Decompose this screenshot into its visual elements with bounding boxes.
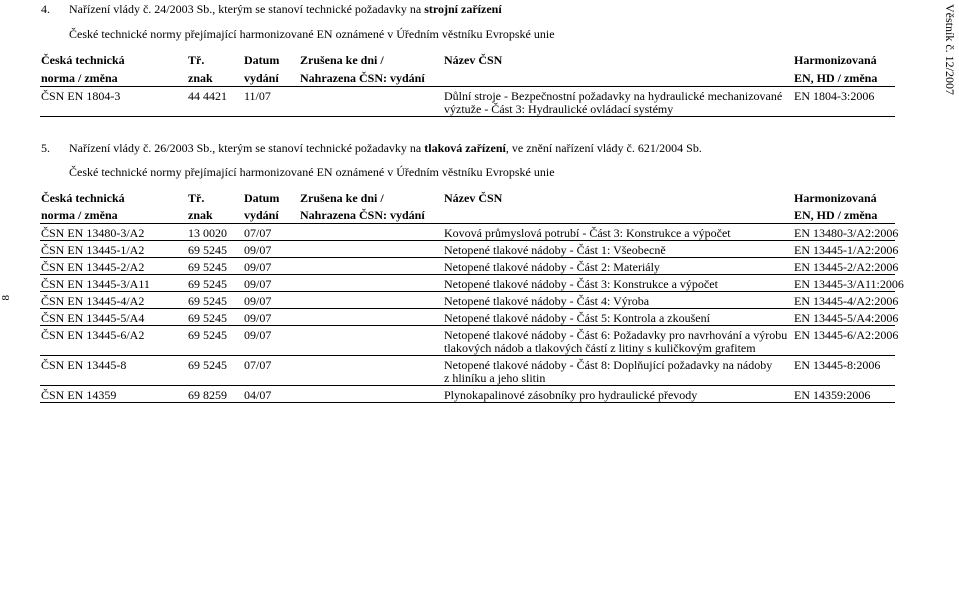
header-norma-2: norma / změna <box>41 71 118 85</box>
row-rule <box>40 325 895 326</box>
row-rule <box>40 355 895 356</box>
header-nazev: Název ČSN <box>444 53 503 67</box>
cell-norma: ČSN EN 1804-3 <box>41 89 121 103</box>
cell-datum: 09/07 <box>244 294 272 308</box>
row-rule <box>40 291 895 292</box>
section-4-title <box>69 2 502 17</box>
cell-znak: 69 5245 <box>188 358 227 372</box>
cell-norma: ČSN EN 13445-1/A2 <box>41 243 145 257</box>
cell-nazev: Netopené tlakové nádoby - Část 4: Výroba <box>444 294 650 308</box>
cell-norma: ČSN EN 13445-6/A2 <box>41 328 145 342</box>
cell-en: EN 13445-5/A4:2006 <box>794 311 899 325</box>
header-norma: Česká technická <box>41 191 125 205</box>
section-5-subtitle: České technické normy přejímající harmonizované EN oznámené v Úředním věstníku Evropské unie <box>69 165 555 179</box>
section-5-header-rule <box>40 223 895 224</box>
row-rule <box>40 274 895 275</box>
cell-nazev: Netopené tlakové nádoby - Část 3: Konstrukce a výpočet <box>444 277 718 291</box>
cell-znak: 69 5245 <box>188 243 227 257</box>
header-zrusena: Zrušena ke dni / <box>300 191 384 205</box>
cell-datum: 09/07 <box>244 328 272 342</box>
cell-znak: 69 5245 <box>188 311 227 325</box>
row-rule <box>40 240 895 241</box>
cell-datum: 09/07 <box>244 243 272 257</box>
journal-issue-label: Věstník č. 12/2007 <box>943 4 957 95</box>
header-zrusena: Zrušena ke dni / <box>300 53 384 67</box>
row-rule <box>40 257 895 258</box>
cell-nazev: Netopené tlakové nádoby - Část 5: Kontrola a zkoušení <box>444 311 710 325</box>
cell-znak: 13 0020 <box>188 226 227 240</box>
header-trida: Tř. <box>188 191 205 205</box>
header-nahrazena: Nahrazena ČSN: vydání <box>300 71 425 85</box>
cell-znak: 69 5245 <box>188 328 227 342</box>
section-5-title-text: Nařízení vlády č. 26/2003 Sb., kterým se stanoví technické požadavky na <box>69 141 425 155</box>
cell-norma: ČSN EN 13445-3/A11 <box>41 277 150 291</box>
cell-en: EN 13445-1/A2:2006 <box>794 243 899 257</box>
header-trida: Tř. <box>188 53 205 67</box>
cell-norma: ČSN EN 13445-8 <box>41 358 127 372</box>
section-5-title <box>69 141 702 156</box>
header-znak: znak <box>188 208 213 222</box>
cell-norma: ČSN EN 14359 <box>41 388 117 402</box>
header-nahrazena: Nahrazena ČSN: vydání <box>300 208 425 222</box>
cell-znak: 69 5245 <box>188 260 227 274</box>
cell-datum: 07/07 <box>244 226 272 240</box>
cell-nazev: Důlní stroje - Bezpečnostní požadavky na hydraulické mechanizované <box>444 89 783 103</box>
cell-nazev: Netopené tlakové nádoby - Část 8: Doplňující požadavky na nádoby <box>444 358 773 372</box>
cell-datum: 09/07 <box>244 260 272 274</box>
header-datum: Datum <box>244 53 280 67</box>
header-vydani: vydání <box>244 208 279 222</box>
cell-norma: ČSN EN 13480-3/A2 <box>41 226 145 240</box>
cell-en: EN 13445-8:2006 <box>794 358 881 372</box>
header-vydani: vydání <box>244 71 279 85</box>
cell-norma: ČSN EN 13445-4/A2 <box>41 294 145 308</box>
cell-nazev-cont: tlakových nádob a tlakových částí z litiny s kuličkovým grafitem <box>444 341 756 355</box>
cell-nazev-cont: výztuže - Část 3: Hydraulické ovládací systémy <box>444 102 674 116</box>
header-datum: Datum <box>244 191 280 205</box>
section-4-header-rule <box>40 86 895 87</box>
cell-en: EN 13445-4/A2:2006 <box>794 294 899 308</box>
cell-datum: 11/07 <box>244 89 271 103</box>
section-5-title-post: , ve znění nařízení vlády č. 621/2004 Sb. <box>505 141 702 155</box>
header-nazev: Název ČSN <box>444 191 503 205</box>
cell-nazev: Kovová průmyslová potrubí - Část 3: Konstrukce a výpočet <box>444 226 731 240</box>
cell-znak: 69 5245 <box>188 294 227 308</box>
section-4-subtitle: České technické normy přejímající harmonizované EN oznámené v Úředním věstníku Evropské unie <box>69 27 555 41</box>
cell-nazev: Netopené tlakové nádoby - Část 2: Materiály <box>444 260 660 274</box>
cell-nazev-cont: z hliníku a jeho slitin <box>444 371 546 385</box>
cell-znak: 44 4421 <box>188 89 227 103</box>
cell-en: EN 13480-3/A2:2006 <box>794 226 899 240</box>
cell-nazev: Netopené tlakové nádoby - Část 1: Všeobecně <box>444 243 666 257</box>
section-5-title-bold: tlaková zařízení <box>424 141 506 155</box>
section-4-number: 4. <box>41 2 50 16</box>
cell-en: EN 1804-3:2006 <box>794 89 875 103</box>
page-number: 8 <box>0 295 12 301</box>
header-harmonizovana: Harmonizovaná <box>794 191 877 205</box>
cell-datum: 04/07 <box>244 388 272 402</box>
row-rule <box>40 308 895 309</box>
cell-datum: 07/07 <box>244 358 272 372</box>
cell-nazev: Netopené tlakové nádoby - Část 6: Požadavky pro navrhování a výrobu <box>444 328 788 342</box>
cell-znak: 69 8259 <box>188 388 227 402</box>
header-znak: znak <box>188 71 213 85</box>
row-rule <box>40 385 895 386</box>
cell-en: EN 13445-6/A2:2006 <box>794 328 899 342</box>
cell-datum: 09/07 <box>244 311 272 325</box>
cell-en: EN 13445-2/A2:2006 <box>794 260 899 274</box>
header-norma: Česká technická <box>41 53 125 67</box>
cell-znak: 69 5245 <box>188 277 227 291</box>
cell-norma: ČSN EN 13445-2/A2 <box>41 260 145 274</box>
header-harmonizovana: Harmonizovaná <box>794 53 877 67</box>
cell-en: EN 14359:2006 <box>794 388 871 402</box>
cell-datum: 09/07 <box>244 277 272 291</box>
section-4-title-text: Nařízení vlády č. 24/2003 Sb., kterým se stanoví technické požadavky na <box>69 2 425 16</box>
section-5-bottom-rule <box>40 402 895 403</box>
section-4-title-bold: strojní zařízení <box>424 2 502 16</box>
header-en-hd: EN, HD / změna <box>794 71 878 85</box>
cell-norma: ČSN EN 13445-5/A4 <box>41 311 145 325</box>
header-en-hd: EN, HD / změna <box>794 208 878 222</box>
header-norma-2: norma / změna <box>41 208 118 222</box>
section-5-number: 5. <box>41 141 50 155</box>
cell-nazev: Plynokapalinové zásobníky pro hydraulické převody <box>444 388 698 402</box>
cell-en: EN 13445-3/A11:2006 <box>794 277 904 291</box>
section-4-bottom-rule <box>40 116 895 117</box>
